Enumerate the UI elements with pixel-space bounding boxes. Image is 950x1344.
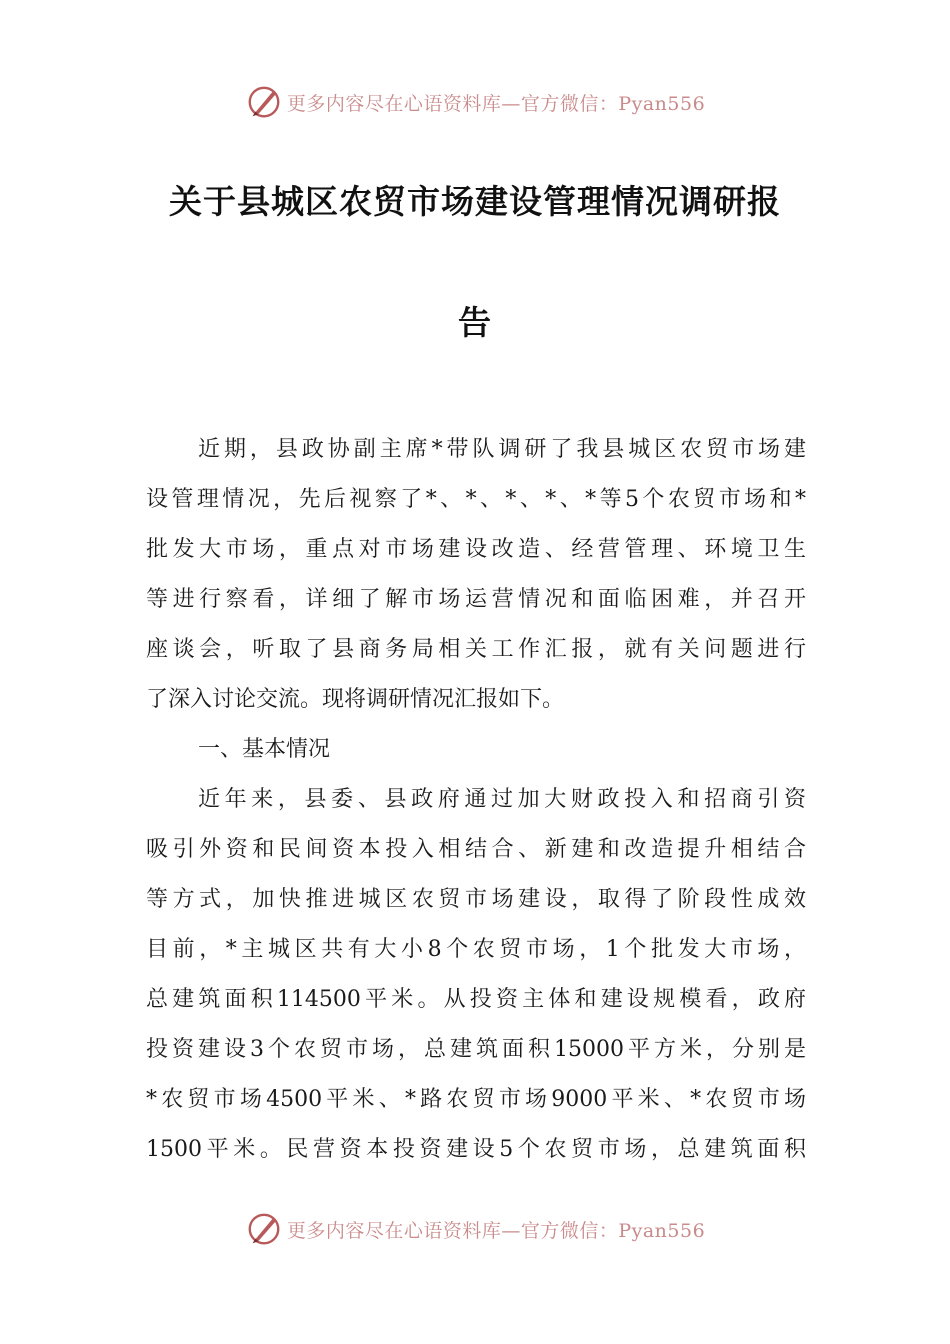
body-line: 投资建设3个农贸市场，总建筑面积15000平方米，分别是 [146,1037,806,1062]
document-title-line-2: 告 [458,303,492,342]
body-line: 近年来，县委、县政府通过加大财政投入和招商引资 [198,787,806,812]
watermark-text: 更多内容尽在心语资料库—官方微信：Pyan556 [286,92,706,115]
body-line: 目前，*主城区共有大小8个农贸市场，1个批发大市场， [146,937,806,962]
watermark-banner-bottom [0,1209,950,1249]
body-line: *农贸市场4500平米、*路农贸市场9000平米、*农贸市场 [146,1087,806,1112]
watermark-text: 更多内容尽在心语资料库—官方微信：Pyan556 [286,1219,706,1242]
body-line: 总建筑面积114500平米。从投资主体和建设规模看，政府 [146,987,806,1012]
body-line: 近期，县政协副主席*带队调研了我县城区农贸市场建 [198,437,806,462]
body-line: 吸引外资和民间资本投入相结合、新建和改造提升相结合 [146,837,806,862]
pen-logo-icon [245,1210,283,1248]
section-heading: 一、基本情况 [198,737,331,762]
pen-logo-icon [245,83,283,121]
body-line: 等方式，加快推进城区农贸市场建设，取得了阶段性成效 [146,887,806,912]
body-line: 等进行察看，详细了解市场运营情况和面临困难，并召开 [146,587,806,612]
body-line: 1500平米。民营资本投资建设5个农贸市场，总建筑面积 [146,1137,806,1162]
body-line: 座谈会，听取了县商务局相关工作汇报，就有关问题进行 [146,637,806,662]
document-title-line-1: 关于县城区农贸市场建设管理情况调研报 [169,182,781,221]
body-line: 批发大市场，重点对市场建设改造、经营管理、环境卫生 [146,537,806,562]
body-line: 了深入讨论交流。现将调研情况汇报如下。 [146,687,565,712]
watermark-banner-top [0,82,950,122]
document-body [146,425,806,1175]
body-line: 设管理情况，先后视察了*、*、*、*、*等5个农贸市场和* [146,487,806,512]
